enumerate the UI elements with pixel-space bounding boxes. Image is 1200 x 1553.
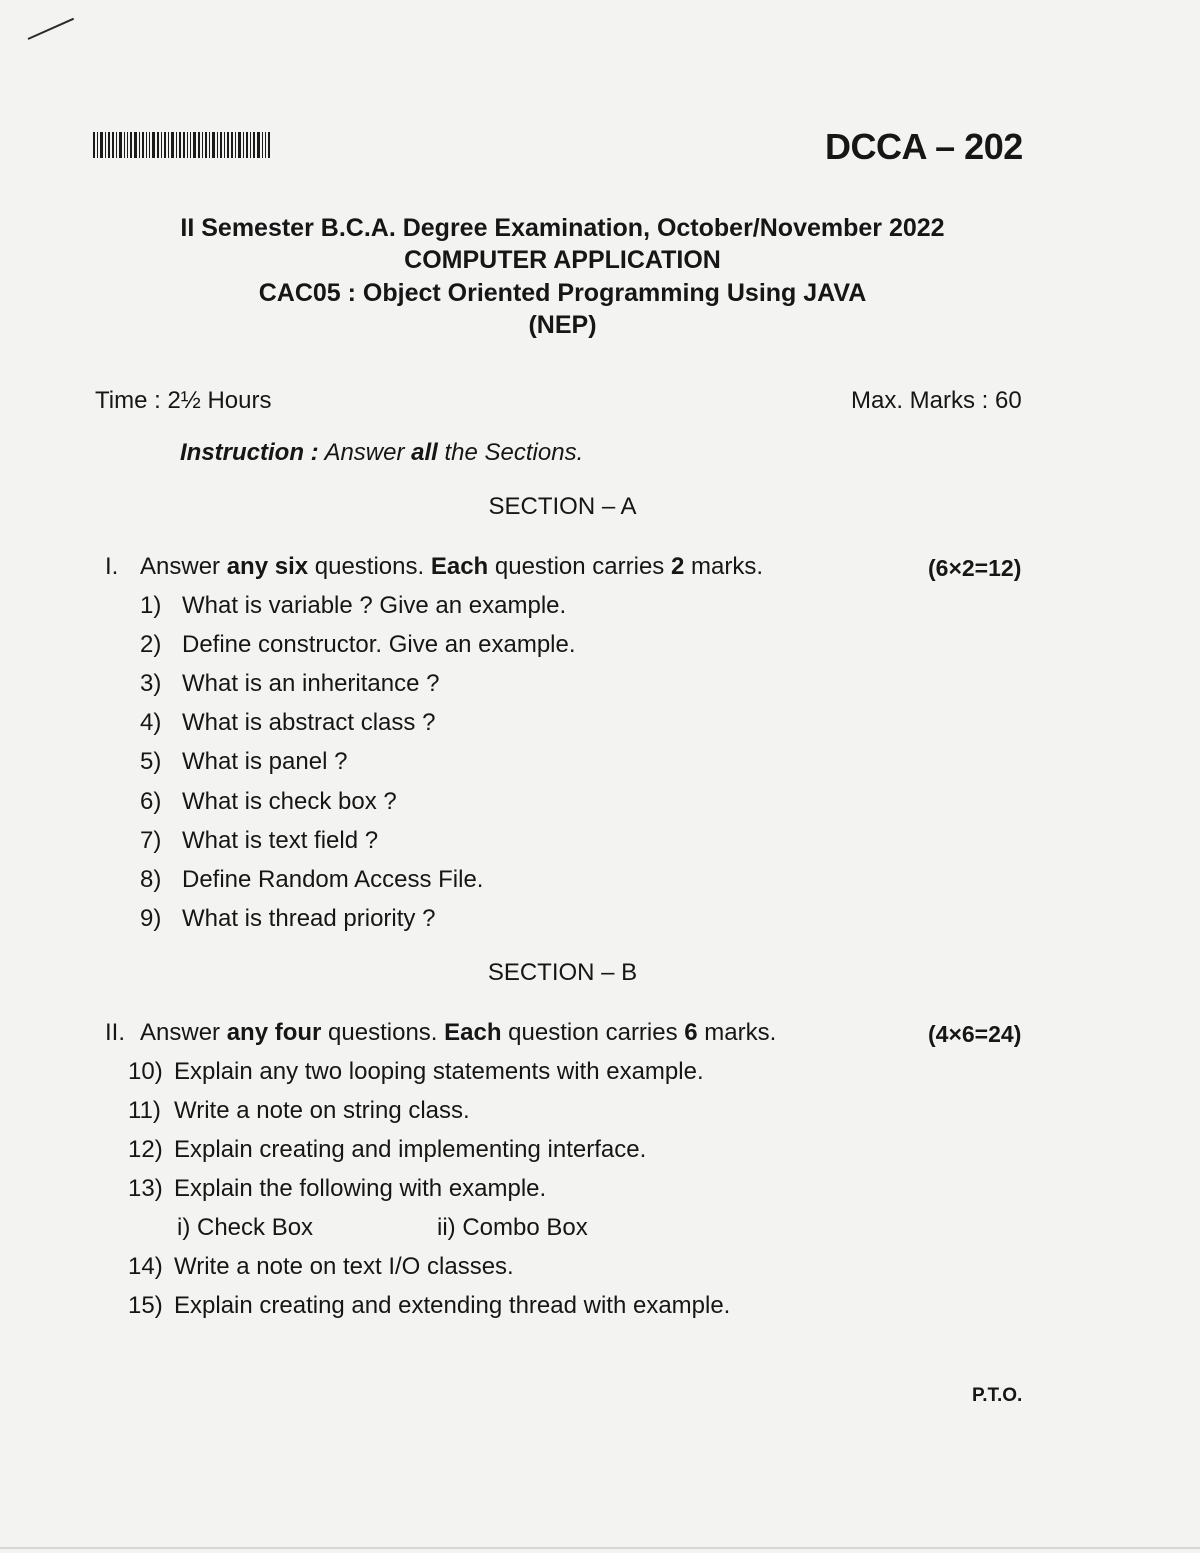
- barcode-bar: [161, 132, 162, 158]
- question-item: [140, 592, 566, 620]
- exam-title: II Semester B.C.A. Degree Examination, October/November 2022: [180, 214, 945, 242]
- section-a-lead-bold-2: Each: [430, 553, 489, 580]
- question-number: 2): [140, 631, 162, 658]
- barcode-bar: [220, 132, 222, 158]
- question-number: 1): [140, 592, 162, 619]
- section-a-lead-4: marks.: [684, 553, 764, 580]
- question-item: [128, 1097, 470, 1125]
- section-a-lead-2: questions.: [308, 553, 431, 580]
- question-item: [140, 827, 378, 855]
- barcode-bar: [238, 132, 241, 158]
- barcode-bar: [224, 132, 225, 158]
- pto-label: P.T.O.: [972, 1385, 1023, 1406]
- barcode-bar: [108, 132, 110, 158]
- time-label: Time : 2½ Hours: [95, 387, 272, 414]
- subject-title: COMPUTER APPLICATION: [404, 246, 721, 274]
- sub-item: [177, 1214, 313, 1242]
- sub-item-text: Check Box: [197, 1214, 314, 1241]
- instruction-text-bold: all: [411, 439, 438, 466]
- barcode-bar: [243, 132, 244, 158]
- sub-item-text: Combo Box: [462, 1214, 588, 1241]
- barcode-bar: [265, 132, 266, 158]
- section-b-marks: (4×6=24): [928, 1021, 1022, 1047]
- barcode-bar: [97, 132, 98, 158]
- barcode-bar: [198, 132, 200, 158]
- barcode-bar: [187, 132, 188, 158]
- question-number: 10): [128, 1058, 163, 1085]
- question-text: Write a note on string class.: [174, 1097, 470, 1124]
- question-text: What is panel ?: [182, 748, 348, 775]
- barcode-bar: [250, 132, 251, 158]
- paper-title: CAC05 : Object Oriented Programming Using JAVA: [258, 279, 867, 307]
- question-number: 3): [140, 670, 162, 697]
- barcode-bar: [146, 132, 147, 158]
- barcode-bar: [139, 132, 140, 158]
- barcode-bar: [157, 132, 159, 158]
- barcode-bar: [262, 132, 263, 158]
- barcode-bar: [212, 132, 215, 158]
- question-text: What is an inheritance ?: [182, 670, 440, 697]
- barcode-bar: [112, 132, 114, 158]
- barcode-bar: [183, 132, 185, 158]
- barcode-bar: [100, 132, 103, 158]
- section-b-lead-1: Answer: [140, 1019, 227, 1046]
- section-b-title: SECTION – B: [487, 959, 638, 986]
- section-a-lead: [140, 553, 763, 581]
- barcode-bar: [217, 132, 218, 158]
- question-item: [128, 1175, 546, 1203]
- question-text: What is text field ?: [182, 827, 379, 854]
- barcode-bar: [202, 132, 203, 158]
- section-b-lead: [140, 1019, 776, 1047]
- section-a-lead-bold-1: any six: [226, 553, 309, 580]
- section-b-roman: II.: [105, 1019, 126, 1046]
- question-item: [140, 709, 435, 737]
- question-number: 6): [140, 788, 162, 815]
- barcode-bar: [130, 132, 132, 158]
- barcode-bar: [124, 132, 125, 158]
- barcode-bar: [142, 132, 144, 158]
- question-text: Explain any two looping statements with example.: [174, 1058, 704, 1085]
- question-text: Explain the following with example.: [174, 1175, 547, 1202]
- instruction: [180, 439, 583, 467]
- instruction-text-pre: Answer: [324, 439, 412, 466]
- barcode-bar: [253, 132, 255, 158]
- section-a-lead-3: question carries: [488, 553, 671, 580]
- question-text: Define Random Access File.: [182, 866, 484, 893]
- question-number: 7): [140, 827, 162, 854]
- barcode-bar: [105, 132, 106, 158]
- section-a-marks: (6×2=12): [928, 555, 1022, 581]
- sub-item-number: i): [177, 1214, 191, 1241]
- barcode-bar: [127, 132, 128, 158]
- barcode-bar: [209, 132, 210, 158]
- section-b-lead-3: question carries: [501, 1019, 685, 1046]
- question-item: [128, 1058, 704, 1086]
- barcode-bar: [190, 132, 191, 158]
- barcode-bar: [179, 132, 181, 158]
- barcode-bar: [171, 132, 174, 158]
- question-item: [140, 670, 439, 698]
- question-item: [140, 748, 347, 776]
- question-number: 15): [128, 1292, 163, 1319]
- question-number: 13): [128, 1175, 163, 1202]
- barcode-bar: [119, 132, 122, 158]
- question-text: What is variable ? Give an example.: [182, 592, 567, 619]
- question-number: 9): [140, 905, 162, 932]
- question-number: 14): [128, 1253, 163, 1280]
- barcode-bar: [116, 132, 117, 158]
- barcode-bar: [176, 132, 177, 158]
- section-a-roman: I.: [105, 553, 119, 580]
- instruction-text-post: the Sections.: [437, 439, 584, 466]
- question-item: [128, 1136, 646, 1164]
- question-item: [140, 631, 576, 659]
- scheme-label: (NEP): [528, 311, 597, 339]
- barcode-bar: [257, 132, 260, 158]
- barcode-bar: [152, 132, 155, 158]
- section-b-lead-bold-2: Each: [444, 1019, 502, 1046]
- question-text: What is check box ?: [182, 788, 397, 815]
- section-b-lead-4: marks.: [697, 1019, 777, 1046]
- sub-item-number: ii): [437, 1214, 456, 1241]
- barcode-bar: [134, 132, 137, 158]
- barcode-bar: [168, 132, 169, 158]
- barcode-bar: [246, 132, 248, 158]
- barcode-bar: [235, 132, 236, 158]
- question-number: 5): [140, 748, 162, 775]
- paper-code: DCCA – 202: [825, 126, 1023, 167]
- question-text: Write a note on text I/O classes.: [174, 1253, 514, 1280]
- question-item: [128, 1292, 730, 1320]
- barcode-bar: [231, 132, 233, 158]
- section-a-title: SECTION – A: [488, 493, 637, 520]
- question-text: Explain creating and implementing interface.: [174, 1136, 647, 1163]
- question-number: 4): [140, 709, 162, 736]
- section-b-lead-bold-3: 6: [684, 1019, 698, 1046]
- question-number: 8): [140, 866, 162, 893]
- barcode: [93, 132, 305, 158]
- barcode-bar: [205, 132, 207, 158]
- question-text: What is abstract class ?: [182, 709, 436, 736]
- section-b-lead-2: questions.: [321, 1019, 445, 1046]
- barcode-bar: [227, 132, 229, 158]
- barcode-bar: [268, 132, 270, 158]
- section-b-lead-bold-1: any four: [226, 1019, 322, 1046]
- question-item: [140, 788, 397, 816]
- section-a-lead-bold-3: 2: [670, 553, 685, 580]
- question-item: [140, 866, 483, 894]
- question-item: [140, 905, 435, 933]
- barcode-bar: [93, 132, 95, 158]
- question-item: [128, 1253, 514, 1281]
- question-text: Define constructor. Give an example.: [182, 631, 576, 658]
- pen-mark: [28, 18, 74, 40]
- instruction-label: Instruction :: [180, 439, 319, 466]
- barcode-bar: [193, 132, 196, 158]
- sub-item: [437, 1214, 588, 1242]
- barcode-bar: [164, 132, 166, 158]
- question-number: 12): [128, 1136, 163, 1163]
- barcode-bar: [149, 132, 150, 158]
- question-number: 11): [128, 1097, 161, 1124]
- scan-edge-line: [0, 1547, 1200, 1549]
- question-text: Explain creating and extending thread with example.: [174, 1292, 731, 1319]
- question-text: What is thread priority ?: [182, 905, 436, 932]
- max-marks-label: Max. Marks : 60: [851, 387, 1022, 414]
- section-a-lead-1: Answer: [140, 553, 227, 580]
